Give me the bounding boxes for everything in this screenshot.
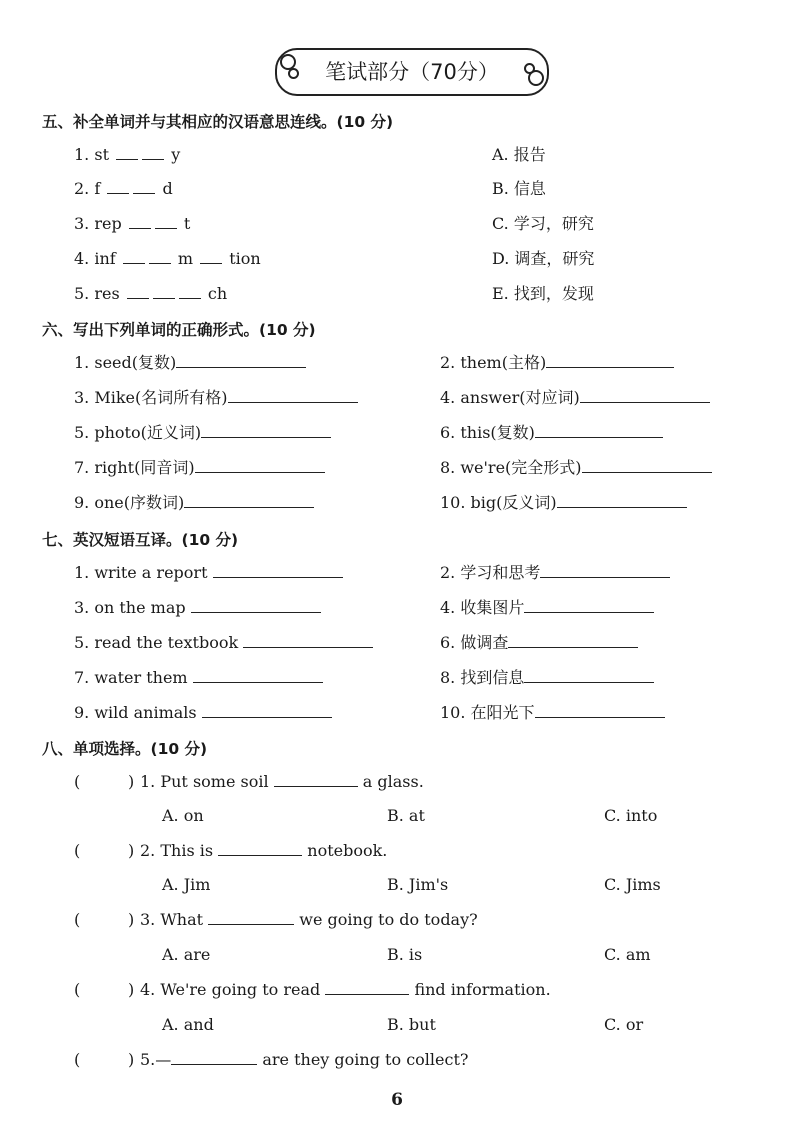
word-form-item: 10. big(反义词) bbox=[440, 493, 687, 513]
letter-blank[interactable] bbox=[107, 181, 129, 194]
answer-paren-open: ( bbox=[74, 1050, 81, 1069]
banner-swirl-left-small bbox=[288, 68, 299, 79]
section-8-title: 八、单项选择。(10 分) bbox=[42, 740, 208, 758]
page-number: 6 bbox=[391, 1090, 403, 1110]
answer-paren-close: ) bbox=[128, 910, 135, 929]
answer-line[interactable] bbox=[184, 493, 314, 508]
answer-line[interactable] bbox=[243, 633, 373, 648]
answer-line[interactable] bbox=[508, 633, 638, 648]
word-form-item: 7. right(同音词) bbox=[74, 458, 325, 478]
banner-swirl-right-small bbox=[524, 63, 535, 74]
question-stem: 1. Put some soil a glass. bbox=[140, 772, 424, 791]
word-item: 1. st y bbox=[74, 145, 181, 164]
answer-line[interactable] bbox=[202, 703, 332, 718]
letter-blank[interactable] bbox=[116, 147, 138, 160]
option-a[interactable]: A. and bbox=[162, 1015, 214, 1034]
answer-line[interactable] bbox=[524, 668, 654, 683]
meaning-item: C. 学习，研究 bbox=[492, 214, 594, 233]
option-a[interactable]: A. Jim bbox=[162, 875, 211, 894]
answer-line[interactable] bbox=[580, 388, 710, 403]
answer-paren-close: ) bbox=[128, 980, 135, 999]
meaning-item: D. 调查，研究 bbox=[492, 249, 595, 268]
option-a[interactable]: A. are bbox=[162, 945, 211, 964]
banner-title: 笔试部分（70分） bbox=[325, 60, 499, 84]
letter-blank[interactable] bbox=[153, 286, 175, 299]
phrase-item: 4. 收集图片 bbox=[440, 598, 654, 618]
word-form-item: 4. answer(对应词) bbox=[440, 388, 710, 408]
phrase-item: 8. 找到信息 bbox=[440, 668, 654, 688]
letter-blank[interactable] bbox=[123, 251, 145, 264]
meaning-item: E. 找到，发现 bbox=[492, 284, 594, 303]
letter-blank[interactable] bbox=[142, 147, 164, 160]
option-c[interactable]: C. Jims bbox=[604, 875, 661, 894]
word-form-item: 3. Mike(名词所有格) bbox=[74, 388, 358, 408]
option-a[interactable]: A. on bbox=[162, 806, 204, 825]
answer-line[interactable] bbox=[191, 598, 321, 613]
phrase-item: 2. 学习和思考 bbox=[440, 563, 670, 583]
letter-blank[interactable] bbox=[179, 286, 201, 299]
word-form-item: 9. one(序数词) bbox=[74, 493, 314, 513]
question-stem: 4. We're going to read find information. bbox=[140, 980, 551, 999]
answer-line[interactable] bbox=[213, 563, 343, 578]
section-banner bbox=[0, 48, 794, 98]
answer-line[interactable] bbox=[540, 563, 670, 578]
question-stem: 2. This is notebook. bbox=[140, 841, 388, 860]
answer-paren-open: ( bbox=[74, 910, 81, 929]
section-7-title: 七、英汉短语互译。(10 分) bbox=[42, 531, 239, 549]
word-item: 3. rep t bbox=[74, 214, 191, 233]
option-b[interactable]: B. is bbox=[387, 945, 423, 964]
answer-line[interactable] bbox=[195, 458, 325, 473]
answer-line[interactable] bbox=[546, 353, 674, 368]
phrase-item: 3. on the map bbox=[74, 598, 321, 618]
banner-frame bbox=[275, 48, 549, 96]
phrase-item: 1. write a report bbox=[74, 563, 343, 583]
answer-line[interactable] bbox=[193, 668, 323, 683]
option-c[interactable]: C. am bbox=[604, 945, 651, 964]
word-item: 4. inf m tion bbox=[74, 249, 261, 268]
answer-line[interactable] bbox=[325, 980, 409, 995]
phrase-item: 6. 做调查 bbox=[440, 633, 638, 653]
option-b[interactable]: B. but bbox=[387, 1015, 436, 1034]
phrase-item: 5. read the textbook bbox=[74, 633, 373, 653]
answer-line[interactable] bbox=[557, 493, 687, 508]
letter-blank[interactable] bbox=[129, 216, 151, 229]
answer-line[interactable] bbox=[171, 1050, 257, 1065]
letter-blank[interactable] bbox=[127, 286, 149, 299]
option-b[interactable]: B. at bbox=[387, 806, 425, 825]
answer-paren-close: ) bbox=[128, 772, 135, 791]
answer-line[interactable] bbox=[274, 772, 358, 787]
question-stem: 5.— are they going to collect? bbox=[140, 1050, 469, 1069]
answer-paren-open: ( bbox=[74, 980, 81, 999]
question-stem: 3. What we going to do today? bbox=[140, 910, 478, 929]
word-item: 5. res ch bbox=[74, 284, 228, 303]
word-form-item: 2. them(主格) bbox=[440, 353, 674, 373]
option-c[interactable]: C. or bbox=[604, 1015, 644, 1034]
answer-line[interactable] bbox=[218, 841, 302, 856]
answer-paren-close: ) bbox=[128, 841, 135, 860]
letter-blank[interactable] bbox=[155, 216, 177, 229]
letter-blank[interactable] bbox=[133, 181, 155, 194]
section-5-title: 五、补全单词并与其相应的汉语意思连线。(10 分) bbox=[42, 113, 394, 131]
answer-line[interactable] bbox=[582, 458, 712, 473]
word-form-item: 8. we're(完全形式) bbox=[440, 458, 712, 478]
answer-paren-open: ( bbox=[74, 772, 81, 791]
word-form-item: 1. seed(复数) bbox=[74, 353, 306, 373]
answer-line[interactable] bbox=[535, 423, 663, 438]
answer-line[interactable] bbox=[524, 598, 654, 613]
answer-line[interactable] bbox=[176, 353, 306, 368]
word-form-item: 5. photo(近义词) bbox=[74, 423, 331, 443]
letter-blank[interactable] bbox=[149, 251, 171, 264]
option-b[interactable]: B. Jim's bbox=[387, 875, 449, 894]
answer-line[interactable] bbox=[208, 910, 294, 925]
phrase-item: 7. water them bbox=[74, 668, 323, 688]
word-form-item: 6. this(复数) bbox=[440, 423, 663, 443]
answer-line[interactable] bbox=[228, 388, 358, 403]
answer-paren-close: ) bbox=[128, 1050, 135, 1069]
phrase-item: 10. 在阳光下 bbox=[440, 703, 665, 723]
option-c[interactable]: C. into bbox=[604, 806, 658, 825]
word-item: 2. f d bbox=[74, 179, 173, 198]
answer-line[interactable] bbox=[201, 423, 331, 438]
letter-blank[interactable] bbox=[200, 251, 222, 264]
meaning-item: B. 信息 bbox=[492, 179, 546, 198]
meaning-item: A. 报告 bbox=[492, 145, 546, 164]
answer-paren-open: ( bbox=[74, 841, 81, 860]
phrase-item: 9. wild animals bbox=[74, 703, 332, 723]
answer-line[interactable] bbox=[535, 703, 665, 718]
section-6-title: 六、写出下列单词的正确形式。(10 分) bbox=[42, 321, 316, 339]
